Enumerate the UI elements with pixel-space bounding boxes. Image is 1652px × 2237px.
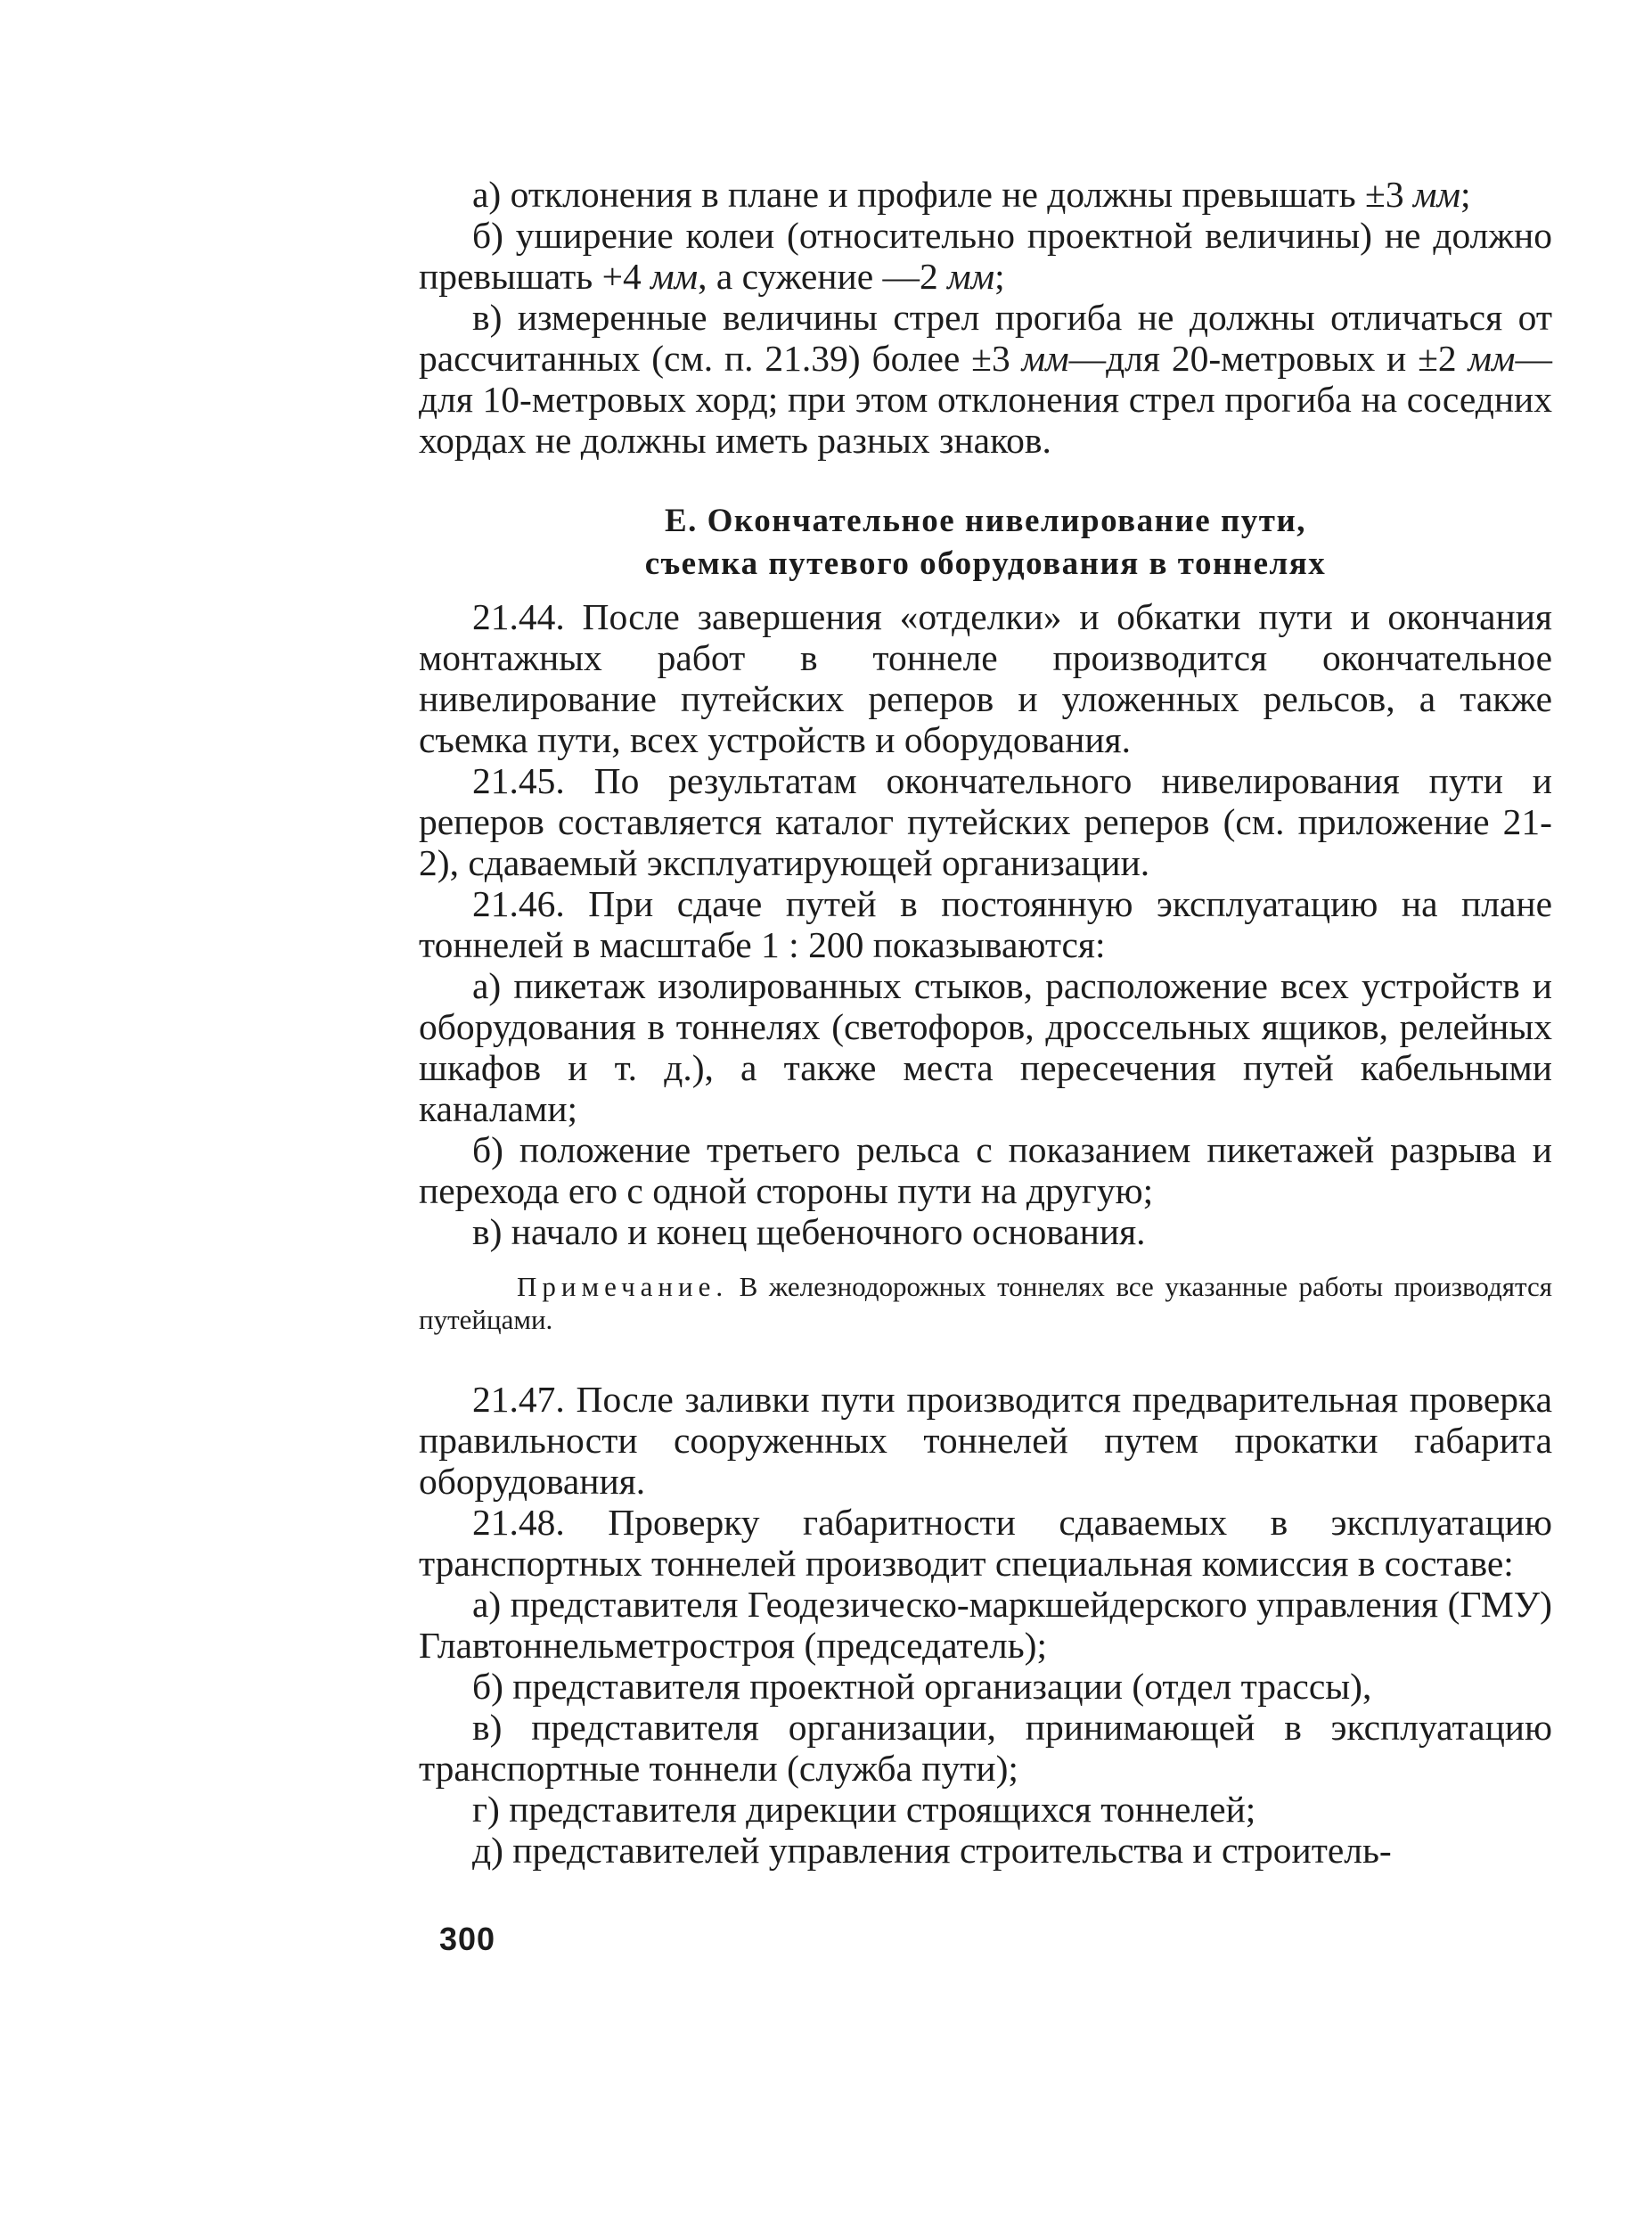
item-a-deviations <box>419 174 1552 215</box>
paragraph-21-46: 21.46. При сдаче путей в постоянную эксплуатацию на плане тоннелей в масштабе 1 : 200 показываются: <box>419 883 1552 965</box>
note-label: Примечание. <box>517 1271 729 1302</box>
item-c-text1: в) измеренные величины стрел прогиба не должны отличаться от рассчитанных (см. п. 21.39) более ±3 <box>419 297 1552 379</box>
item-b-unit1: мм <box>650 256 699 297</box>
paragraph-21-46-c: в) начало и конец щебеночного основания. <box>472 1211 1146 1252</box>
paragraph-21-48-b: б) представителя проектной организации (отдел трассы), <box>472 1666 1372 1707</box>
paragraph-21-47: 21.47. После заливки пути производится предварительная проверка правильности сооруженных тоннелей путем прокатки габарита оборудования. <box>419 1379 1552 1502</box>
item-c-unit2: мм <box>1468 338 1516 379</box>
paragraph-21-46-a: а) пикетаж изолированных стыков, расположение всех устройств и оборудования в тоннелях (светофоров, дроссельных ящиков, релейных шкафов и т. д.), а также места пересечения путей кабельными каналами; <box>419 965 1552 1129</box>
item-b-text3: ; <box>994 256 1005 297</box>
item-a-unit: мм <box>1412 174 1460 215</box>
item-c-text3: —для 10-метровых хорд; при этом отклонения стрел прогиба на соседних хордах не должны иметь разных знаков. <box>419 338 1552 461</box>
paragraph-21-45: 21.45. По результатам окончательного нивелирования пути и реперов составляется каталог путейских реперов (см. приложение 21-2), сдаваемый эксплуатирующей организации. <box>419 760 1552 883</box>
paragraph-21-48-c: в) представителя организации, принимающей в эксплуатацию транспортные тоннели (служба пути); <box>419 1707 1552 1789</box>
paragraph-21-48-a: а) представителя Геодезическо-маркшейдерского управления (ГМУ) Главтоннельметростроя (председатель); <box>419 1584 1552 1666</box>
page-body <box>419 174 1552 1871</box>
item-c-deflection <box>419 297 1552 461</box>
item-b-gauge <box>419 215 1552 297</box>
paragraph-21-44: 21.44. После завершения «отделки» и обкатки пути и окончания монтажных работ в тоннеле производится окончательное нивелирование путейских реперов и уложенных рельсов, а также съемка пути, всех устройств и оборудования. <box>419 596 1552 760</box>
item-c-unit1: мм <box>1021 338 1069 379</box>
section-heading-line1: Е. Окончательное нивелирование пути, <box>664 503 1307 539</box>
item-a-suffix: ; <box>1460 174 1471 215</box>
item-c-text2: —для 20-метровых и ±2 <box>1068 338 1468 379</box>
section-heading <box>419 500 1552 586</box>
paragraph-21-48: 21.48. Проверку габаритности сдаваемых в эксплуатацию транспортных тоннелей производит специальная комиссия в составе: <box>419 1502 1552 1584</box>
note <box>419 1270 1552 1336</box>
paragraph-21-48-e: д) представителей управления строительства и строитель- <box>472 1830 1392 1871</box>
paragraph-21-48-d: г) представителя дирекции строящихся тоннелей; <box>472 1789 1256 1830</box>
item-b-text1: б) уширение колеи (относительно проектной величины) не должно превышать +4 <box>419 215 1552 297</box>
note-text: В железнодорожных тоннелях все указанные работы производятся путейцами. <box>419 1271 1552 1335</box>
section-heading-line2: съемка путевого оборудования в тоннелях <box>644 545 1327 582</box>
paragraph-21-46-b: б) положение третьего рельса с показанием пикетажей разрыва и перехода его с одной стороны пути на другую; <box>419 1129 1552 1211</box>
item-b-unit2: мм <box>947 256 995 297</box>
page-number: 300 <box>439 1921 496 1957</box>
item-a-text: а) отклонения в плане и профиле не должны превышать ±3 <box>472 174 1413 215</box>
item-b-text2: , а сужение —2 <box>698 256 948 297</box>
